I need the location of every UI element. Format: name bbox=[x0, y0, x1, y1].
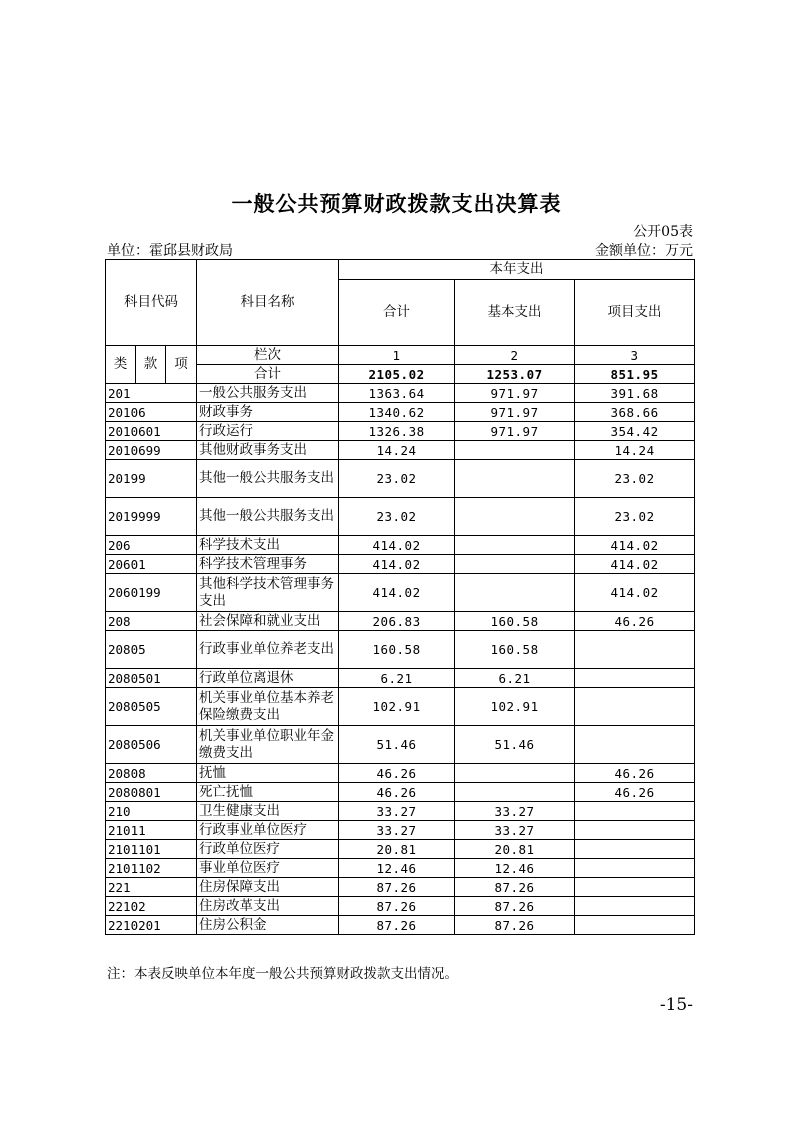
row-code: 2080501 bbox=[106, 669, 197, 688]
row-basic: 20.81 bbox=[455, 840, 575, 859]
row-basic bbox=[455, 764, 575, 783]
header-xiang: 项 bbox=[166, 346, 197, 384]
row-code: 2101102 bbox=[106, 859, 197, 878]
row-project bbox=[575, 688, 695, 726]
row-total: 414.02 bbox=[339, 555, 455, 574]
header-basic: 基本支出 bbox=[455, 280, 575, 346]
table-row bbox=[106, 916, 695, 935]
header-project: 项目支出 bbox=[575, 280, 695, 346]
row-basic bbox=[455, 574, 575, 612]
column-label: 栏次 bbox=[197, 346, 339, 365]
col-index-3: 3 bbox=[575, 346, 695, 365]
total-row-label: 合计 bbox=[197, 365, 339, 384]
table-row bbox=[106, 821, 695, 840]
row-project: 354.42 bbox=[575, 422, 695, 441]
row-total: 51.46 bbox=[339, 726, 455, 764]
row-code: 21011 bbox=[106, 821, 197, 840]
row-project: 23.02 bbox=[575, 460, 695, 498]
row-code: 2019999 bbox=[106, 498, 197, 536]
row-name: 抚恤 bbox=[197, 764, 339, 783]
row-total: 23.02 bbox=[339, 460, 455, 498]
total-row-total: 2105.02 bbox=[339, 365, 455, 384]
row-total: 14.24 bbox=[339, 441, 455, 460]
row-project bbox=[575, 631, 695, 669]
row-basic: 971.97 bbox=[455, 422, 575, 441]
row-name: 行政事业单位医疗 bbox=[197, 821, 339, 840]
row-basic bbox=[455, 536, 575, 555]
row-code: 20199 bbox=[106, 460, 197, 498]
row-project: 46.26 bbox=[575, 783, 695, 802]
row-basic: 87.26 bbox=[455, 916, 575, 935]
row-code: 208 bbox=[106, 612, 197, 631]
col-index-2: 2 bbox=[455, 346, 575, 365]
row-project: 414.02 bbox=[575, 555, 695, 574]
page-number: -15- bbox=[659, 995, 693, 1015]
row-basic: 160.58 bbox=[455, 612, 575, 631]
table-code: 公开05表 bbox=[633, 224, 693, 240]
row-total: 6.21 bbox=[339, 669, 455, 688]
row-code: 2210201 bbox=[106, 916, 197, 935]
row-name: 其他财政事务支出 bbox=[197, 441, 339, 460]
table-row bbox=[106, 840, 695, 859]
row-name: 住房改革支出 bbox=[197, 897, 339, 916]
table-row bbox=[106, 536, 695, 555]
table-row bbox=[106, 612, 695, 631]
row-code: 2010699 bbox=[106, 441, 197, 460]
expenditure-table bbox=[105, 259, 695, 935]
table-row bbox=[106, 897, 695, 916]
row-name: 事业单位医疗 bbox=[197, 859, 339, 878]
table-row bbox=[106, 726, 695, 764]
header-lei: 类 bbox=[106, 346, 136, 384]
table-row bbox=[106, 802, 695, 821]
money-unit-label: 金额单位：万元 bbox=[595, 243, 693, 259]
row-name: 财政事务 bbox=[197, 403, 339, 422]
row-basic bbox=[455, 555, 575, 574]
row-total: 33.27 bbox=[339, 802, 455, 821]
row-basic bbox=[455, 460, 575, 498]
row-name: 卫生健康支出 bbox=[197, 802, 339, 821]
table-row bbox=[106, 384, 695, 403]
table-row bbox=[106, 688, 695, 726]
row-total: 87.26 bbox=[339, 878, 455, 897]
row-code: 2010601 bbox=[106, 422, 197, 441]
row-basic: 87.26 bbox=[455, 897, 575, 916]
row-total: 414.02 bbox=[339, 536, 455, 555]
row-total: 1363.64 bbox=[339, 384, 455, 403]
header-total: 合计 bbox=[339, 280, 455, 346]
row-basic: 6.21 bbox=[455, 669, 575, 688]
header-kuan: 款 bbox=[136, 346, 166, 384]
header-name: 科目名称 bbox=[197, 260, 339, 346]
col-index-1: 1 bbox=[339, 346, 455, 365]
table-row bbox=[106, 460, 695, 498]
row-project bbox=[575, 859, 695, 878]
row-total: 87.26 bbox=[339, 897, 455, 916]
row-total: 46.26 bbox=[339, 783, 455, 802]
table-row bbox=[106, 574, 695, 612]
row-name: 行政单位离退休 bbox=[197, 669, 339, 688]
row-code: 20106 bbox=[106, 403, 197, 422]
table-row bbox=[106, 631, 695, 669]
row-project bbox=[575, 802, 695, 821]
row-name: 一般公共服务支出 bbox=[197, 384, 339, 403]
table-row bbox=[106, 422, 695, 441]
table-row bbox=[106, 878, 695, 897]
row-name: 机关事业单位职业年金缴费支出 bbox=[197, 726, 339, 764]
row-basic: 51.46 bbox=[455, 726, 575, 764]
row-code: 2080801 bbox=[106, 783, 197, 802]
row-code: 2060199 bbox=[106, 574, 197, 612]
row-name: 死亡抚恤 bbox=[197, 783, 339, 802]
row-total: 23.02 bbox=[339, 498, 455, 536]
row-name: 机关事业单位基本养老保险缴费支出 bbox=[197, 688, 339, 726]
row-code: 201 bbox=[106, 384, 197, 403]
row-name: 社会保障和就业支出 bbox=[197, 612, 339, 631]
row-project bbox=[575, 726, 695, 764]
row-project bbox=[575, 878, 695, 897]
row-project: 414.02 bbox=[575, 574, 695, 612]
row-project bbox=[575, 897, 695, 916]
row-project: 46.26 bbox=[575, 764, 695, 783]
table-row bbox=[106, 764, 695, 783]
row-project bbox=[575, 669, 695, 688]
row-project: 14.24 bbox=[575, 441, 695, 460]
row-code: 2080506 bbox=[106, 726, 197, 764]
row-project: 414.02 bbox=[575, 536, 695, 555]
header-code: 科目代码 bbox=[106, 260, 197, 346]
row-total: 1326.38 bbox=[339, 422, 455, 441]
row-code: 210 bbox=[106, 802, 197, 821]
row-name: 行政事业单位养老支出 bbox=[197, 631, 339, 669]
row-project: 23.02 bbox=[575, 498, 695, 536]
unit-label: 单位：霍邱县财政局 bbox=[107, 243, 233, 259]
row-total: 160.58 bbox=[339, 631, 455, 669]
row-code: 20805 bbox=[106, 631, 197, 669]
row-code: 20808 bbox=[106, 764, 197, 783]
row-total: 46.26 bbox=[339, 764, 455, 783]
row-total: 87.26 bbox=[339, 916, 455, 935]
row-project bbox=[575, 821, 695, 840]
row-total: 12.46 bbox=[339, 859, 455, 878]
row-name: 其他科学技术管理事务支出 bbox=[197, 574, 339, 612]
row-basic bbox=[455, 441, 575, 460]
row-total: 206.83 bbox=[339, 612, 455, 631]
table-row bbox=[106, 555, 695, 574]
row-basic: 33.27 bbox=[455, 802, 575, 821]
row-name: 住房保障支出 bbox=[197, 878, 339, 897]
row-code: 221 bbox=[106, 878, 197, 897]
total-row-project: 851.95 bbox=[575, 365, 695, 384]
row-basic: 971.97 bbox=[455, 384, 575, 403]
row-project: 368.66 bbox=[575, 403, 695, 422]
table-row bbox=[106, 669, 695, 688]
table-row bbox=[106, 783, 695, 802]
total-row-basic: 1253.07 bbox=[455, 365, 575, 384]
row-basic: 12.46 bbox=[455, 859, 575, 878]
row-basic: 87.26 bbox=[455, 878, 575, 897]
row-project bbox=[575, 840, 695, 859]
row-name: 其他一般公共服务支出 bbox=[197, 460, 339, 498]
row-total: 1340.62 bbox=[339, 403, 455, 422]
row-total: 102.91 bbox=[339, 688, 455, 726]
row-basic: 160.58 bbox=[455, 631, 575, 669]
row-name: 科学技术支出 bbox=[197, 536, 339, 555]
row-code: 206 bbox=[106, 536, 197, 555]
table-row bbox=[106, 498, 695, 536]
row-code: 2101101 bbox=[106, 840, 197, 859]
header-year-expenditure: 本年支出 bbox=[339, 260, 695, 280]
row-total: 33.27 bbox=[339, 821, 455, 840]
row-basic: 33.27 bbox=[455, 821, 575, 840]
row-basic: 971.97 bbox=[455, 403, 575, 422]
row-name: 住房公积金 bbox=[197, 916, 339, 935]
row-code: 22102 bbox=[106, 897, 197, 916]
row-name: 其他一般公共服务支出 bbox=[197, 498, 339, 536]
row-total: 414.02 bbox=[339, 574, 455, 612]
row-code: 20601 bbox=[106, 555, 197, 574]
row-name: 行政单位医疗 bbox=[197, 840, 339, 859]
row-name: 行政运行 bbox=[197, 422, 339, 441]
row-project: 46.26 bbox=[575, 612, 695, 631]
row-name: 科学技术管理事务 bbox=[197, 555, 339, 574]
table-row bbox=[106, 403, 695, 422]
row-project bbox=[575, 916, 695, 935]
row-code: 2080505 bbox=[106, 688, 197, 726]
row-basic bbox=[455, 498, 575, 536]
table-note: 注：本表反映单位本年度一般公共预算财政拨款支出情况。 bbox=[107, 966, 458, 982]
table-row bbox=[106, 859, 695, 878]
page-title: 一般公共预算财政拨款支出决算表 bbox=[231, 192, 562, 216]
row-project: 391.68 bbox=[575, 384, 695, 403]
table-row bbox=[106, 441, 695, 460]
row-basic: 102.91 bbox=[455, 688, 575, 726]
row-total: 20.81 bbox=[339, 840, 455, 859]
row-basic bbox=[455, 783, 575, 802]
